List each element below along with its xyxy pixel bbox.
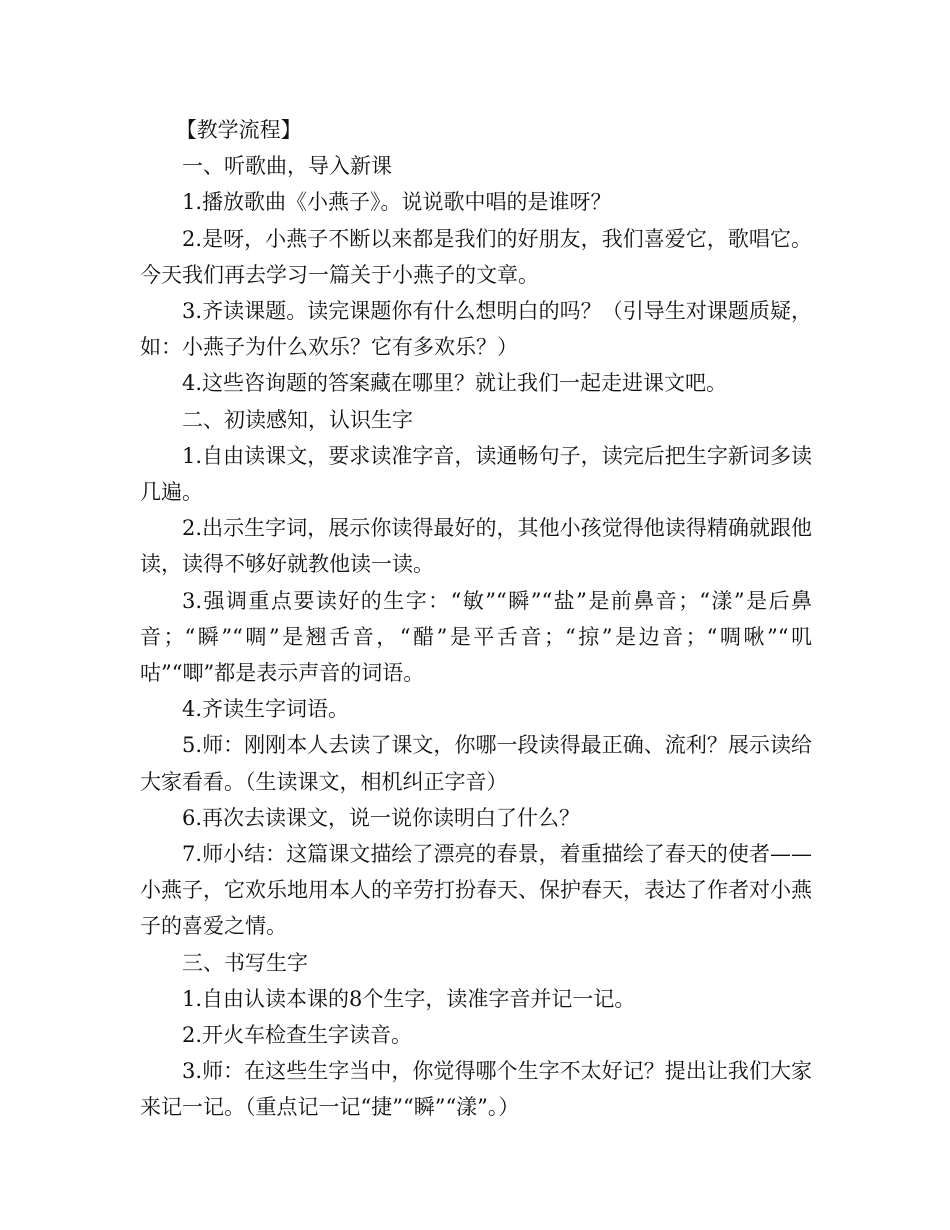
- document-body: [140, 112, 812, 1126]
- paragraph: 3.强调重点要读好的生字：“敏”“瞬”“盐”是前鼻音；“漾”是后鼻音；“瞬”“啁”是翘舌音，“醋”是平舌音；“掠”是边音；“啁啾”“叽咕”“唧”都是表示声音的词语。: [140, 588, 812, 686]
- paragraph: 4.这些咨询题的答案藏在哪里？就让我们一起走进课文吧。: [182, 371, 728, 396]
- paragraph: 4.齐读生字词语。: [182, 697, 350, 722]
- paragraph: 2.开火车检查生字读音。: [182, 1023, 413, 1048]
- paragraph: 2.是呀，小燕子不断以来都是我们的好朋友，我们喜爱它，歌唱它。今天我们再去学习一篇关于小燕子的文章。: [140, 226, 812, 287]
- paragraph: 1.自由认读本课的8个生字，读准字音并记一记。: [182, 986, 636, 1011]
- paragraph: 1.自由读课文，要求读准字音，读通畅句子，读完后把生字新词多读几遍。: [140, 443, 812, 505]
- section-title-2: 二、初读感知，认识生字: [182, 407, 413, 432]
- section-title-3: 三、书写生字: [182, 950, 308, 975]
- paragraph: 2.出示生字词，展示你读得最好的，其他小孩觉得他读得精确就跟他读，读得不够好就教他读一读。: [140, 516, 812, 577]
- paragraph: 3.师：在这些生字当中，你觉得哪个生字不太好记？提出让我们大家来记一记。（重点记一记“捷”“瞬”“漾”。）: [140, 1059, 812, 1120]
- paragraph: 1.播放歌曲《小燕子》。说说歌中唱的是谁呀？: [182, 190, 612, 215]
- section-heading: 【教学流程】: [175, 118, 302, 142]
- paragraph: 3.齐读课题。读完课题你有什么想明白的吗？（引导生对课题质疑，如：小燕子为什么欢乐？它有多欢乐？）: [140, 299, 812, 360]
- section-title-1: 一、听歌曲，导入新课: [182, 154, 392, 179]
- paragraph: 6.再次去读课文，说一说你读明白了什么？: [182, 805, 581, 830]
- paragraph: 5.师：刚刚本人去读了课文，你哪一段读得最正确、流利？展示读给大家看看。（生读课文，相机纠正字音）: [140, 733, 812, 794]
- paragraph: 7.师小结：这篇课文描绘了漂亮的春景，着重描绘了春天的使者——小燕子，它欢乐地用本人的辛劳打扮春天、保护春天，表达了作者对小燕子的喜爱之情。: [140, 842, 812, 939]
